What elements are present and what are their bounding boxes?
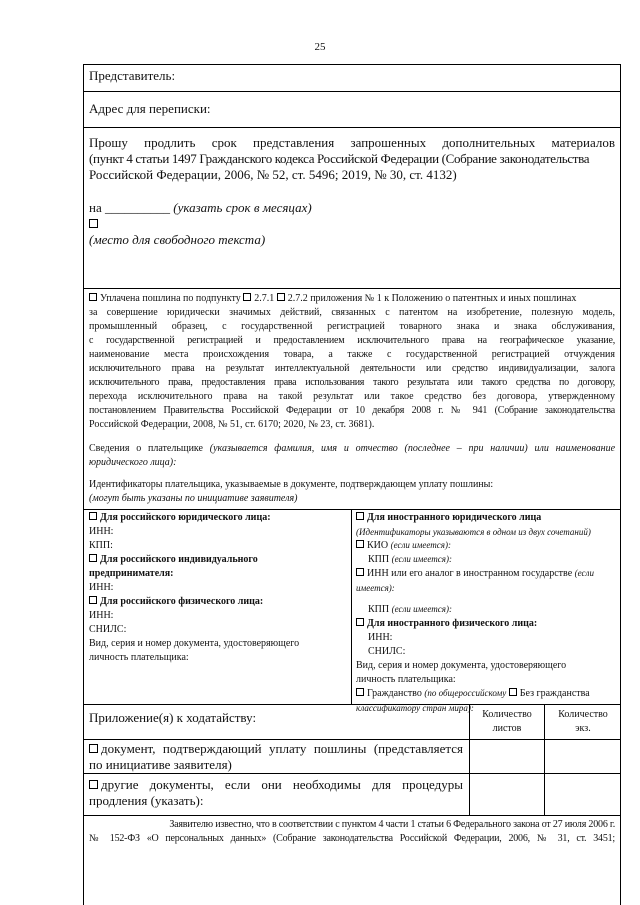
request-section [89, 135, 615, 248]
inn-field[interactable]: ИНН: [368, 632, 393, 643]
inn-foreign-hint: имеется): [356, 583, 395, 593]
column-header-text: экз. [575, 723, 591, 734]
attachment-row-fee-doc [89, 741, 463, 773]
free-text-checkbox[interactable] [89, 219, 98, 228]
divider [83, 91, 621, 92]
foreign-legal-label: Для иностранного юридического лица [367, 512, 542, 523]
no-citizenship-label: Без гражданства [519, 688, 590, 699]
foreign-legal-hint: (Идентификаторы указываются в одном из двух сочетаний) [356, 527, 591, 537]
page-number: 25 [314, 41, 326, 53]
kpp-field[interactable]: КПП: [89, 540, 113, 551]
snils-field[interactable]: СНИЛС: [368, 646, 406, 657]
term-prefix: на [89, 200, 102, 215]
id-doc-label: личность плательщика: [89, 652, 189, 663]
snils-field[interactable]: СНИЛС: [89, 624, 127, 635]
inn-field[interactable]: ИНН: [89, 526, 114, 537]
id-doc-label: личность плательщика: [356, 674, 456, 685]
foreign-legal-checkbox[interactable] [356, 512, 364, 520]
divider [83, 815, 621, 816]
column-header-text: Количество [482, 709, 532, 720]
column-divider [351, 509, 352, 704]
fee-text-line: исключительного права, предоставления права использования такого результата или такого средства по договору, [89, 377, 615, 388]
ru-ip-label: предпринимателя: [89, 568, 174, 579]
ru-ip-label: Для российского индивидуального [100, 554, 258, 565]
column-header-text: листов [492, 723, 522, 734]
fee-section [89, 292, 615, 506]
free-text-field[interactable]: (место для свободного текста) [89, 232, 266, 247]
ru-legal-label: Для российского юридического лица: [100, 512, 271, 523]
identifiers-hint: (могут быть указаны по инициативе заявителя) [89, 493, 298, 504]
inn-foreign-checkbox[interactable] [356, 568, 364, 576]
representative-field[interactable] [89, 68, 615, 84]
identifiers-label: Идентификаторы плательщика, указываемые в документе, подтверждающем уплату пошлины: [89, 479, 494, 490]
consent-section [89, 818, 615, 846]
divider [83, 64, 621, 65]
request-text-line: Российской Федерации, 2006, № 52, ст. 5496; 2019, № 30, ст. 4132) [89, 167, 457, 182]
classifier-hint: классификатору стран мира): [356, 703, 474, 713]
attachment-label: продления (указать): [89, 793, 204, 808]
request-text-line: (пункт 4 статьи 1497 Гражданского кодекса Российской Федерации (Собрание законодательства [89, 151, 590, 166]
fee-option-label: 2.7.1 [254, 293, 275, 304]
id-doc-label: Вид, серия и номер документа, удостоверяющего [89, 638, 300, 649]
table-row-divider [83, 739, 621, 740]
column-header-text: Количество [558, 709, 608, 720]
fee-text-line: исключительного права на результат интеллектуальной деятельности или средство индивидуализации, залога [89, 363, 615, 374]
inn-foreign-hint: (если [574, 568, 594, 578]
russian-identifiers [89, 511, 347, 665]
ru-ip-checkbox[interactable] [89, 554, 97, 562]
divider [83, 509, 621, 510]
fee-text-line: за совершение юридически значимых действий, связанных с патентом на изобретение, полезную модель, [89, 307, 615, 318]
kpp-label: КПП [368, 554, 390, 565]
fee-text: Уплачена пошлина по подпункту [100, 293, 241, 304]
fee-text-line: с государственной регистрацией и предоставлением исключительного права на географическое указание, [89, 335, 615, 346]
address-label: Адрес для переписки: [89, 101, 211, 116]
attachment-label: по инициативе заявителя) [89, 757, 232, 772]
table-row-divider [83, 773, 621, 774]
fee-option-checkbox[interactable] [277, 293, 285, 301]
foreign-phys-label: Для иностранного физического лица: [367, 618, 538, 629]
other-docs-checkbox[interactable] [89, 780, 98, 789]
foreign-identifiers [356, 511, 616, 715]
attachment-label: другие документы, если они необходимы для процедуры [101, 777, 463, 792]
kio-checkbox[interactable] [356, 540, 364, 548]
kio-label: КИО [367, 540, 389, 551]
fee-text-line: промышленный образец, с государственной регистрацией товарного знака и знака обслуживания, [89, 321, 615, 332]
payer-hint: (указывается фамилия, имя и отчество (последнее – при наличии) или наименование [209, 443, 616, 454]
attachment-row-other [89, 777, 463, 809]
fee-option-checkbox[interactable] [243, 293, 251, 301]
divider [83, 127, 621, 128]
copies-column-header [545, 708, 621, 736]
term-input[interactable]: __________ [104, 200, 170, 215]
kpp-label: КПП [368, 604, 390, 615]
sheets-column-header [470, 708, 544, 736]
citizenship-checkbox[interactable] [356, 688, 364, 696]
fee-text: приложения № 1 к Положению о патентных и иных пошлинах [310, 293, 577, 304]
attachment-label: документ, подтверждающий уплату пошлины (представляется [101, 741, 463, 756]
citizenship-label: Гражданство [367, 688, 422, 699]
request-text-line: Прошу продлить срок представления запрошенных дополнительных материалов [89, 135, 615, 150]
divider [83, 288, 621, 289]
id-doc-label: Вид, серия и номер документа, удостоверяющего [356, 660, 567, 671]
ru-legal-checkbox[interactable] [89, 512, 97, 520]
fee-doc-checkbox[interactable] [89, 744, 98, 753]
fee-text-line: постановлением Правительства Российской Федерации от 10 декабря 2008 г. № 941 (Собрание законодательства [89, 405, 615, 416]
inn-field[interactable]: ИНН: [89, 582, 114, 593]
citizenship-hint: (по общероссийскому [424, 688, 507, 698]
fee-text-line: Российской Федерации, 2008, № 51, ст. 6170; 2020, № 23, ст. 3681). [89, 419, 375, 430]
ru-phys-checkbox[interactable] [89, 596, 97, 604]
inn-field[interactable]: ИНН: [89, 610, 114, 621]
fee-text-line: наименование места происхождения товара, а также с государственной регистрацией отчуждения [89, 349, 615, 360]
ru-phys-label: Для российского физического лица: [100, 596, 264, 607]
kpp-hint: (если имеется): [391, 604, 452, 614]
attachments-header: Приложение(я) к ходатайству: [89, 710, 257, 725]
kio-hint: (если имеется): [390, 540, 451, 550]
no-citizenship-checkbox[interactable] [509, 688, 517, 696]
representative-label: Представитель: [89, 68, 176, 83]
inn-foreign-label: ИНН или его аналог в иностранном государстве [367, 568, 573, 579]
payer-hint: юридического лица): [89, 457, 177, 468]
term-hint: (указать срок в месяцах) [173, 200, 312, 215]
foreign-phys-checkbox[interactable] [356, 618, 364, 626]
consent-text: Заявителю известно, что в соответствии с пунктом 4 части 1 статьи 6 Федерального закона от 27 июля 2006 г. [169, 819, 615, 830]
payer-label: Сведения о плательщике [89, 443, 203, 454]
consent-text: № 152-ФЗ «О персональных данных» (Собрание законодательства Российской Федерации, 2006, № 31, ст. 3451; [89, 833, 615, 844]
fee-text-line: перехода исключительного права на такой результат или такое средство без договора, утвержденному [89, 391, 615, 402]
kpp-hint: (если имеется): [391, 554, 452, 564]
address-field[interactable] [89, 101, 615, 117]
fee-option-label: 2.7.2 [287, 293, 308, 304]
fee-checkbox[interactable] [89, 293, 97, 301]
